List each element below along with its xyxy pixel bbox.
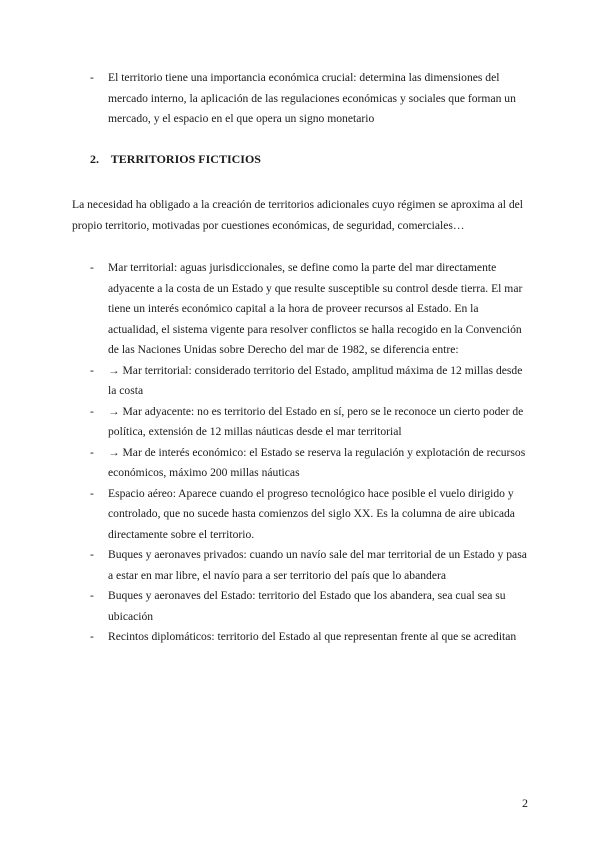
list-item <box>90 545 530 586</box>
bullet-text: El territorio tiene una importancia económica crucial: determina las dimensiones del mercado interno, la aplicación de las regulaciones económicas y sociales que forman un mercado, y el espacio en el que opera un signo monetario <box>108 71 516 125</box>
bullet-marker: - <box>90 363 94 377</box>
list-item <box>90 258 530 361</box>
section-title: TERRITORIOS FICTICIOS <box>110 152 261 166</box>
bullet-text: → Mar adyacente: no es territorio del Estado en sí, pero se le reconoce un cierto poder de política, extensión de 12 millas náuticas desde el mar territorial <box>108 404 524 438</box>
bullet-text: Mar territorial: aguas jurisdiccionales, se define como la parte del mar directamente adyacente a la costa de un Estado y que resulte susceptible su control desde tierra. El mar tiene un interés económico capital a la hora de proveer recursos al Estado. En la actualidad, el sistema vigente para resolver conflictos se halla recogido en la Convención de las Naciones Unidas sobre Derecho del mar de 1982, se diferencia entre: <box>108 261 523 356</box>
bullet-marker: - <box>90 630 94 643</box>
list-item <box>90 484 530 546</box>
bullet-text: Espacio aéreo: Aparece cuando el progreso tecnológico hace posible el vuelo dirigido y controlado, que no sucede hasta comienzos del siglo XX. Es la columna de aire ubicada directamente sobre el territorio. <box>108 486 515 541</box>
top-bullet-list <box>90 68 530 130</box>
bullet-text: Buques y aeronaves privados: cuando un navío sale del mar territorial de un Estado y pasa a estar en mar libre, el navío para a ser territorio del país que lo abandera <box>108 548 527 582</box>
intro-paragraph: La necesidad ha obligado a la creación de territorios adicionales cuyo régimen se aproxima al del propio territorio, motivadas por cuestiones económicas, de seguridad, comerciales… <box>72 198 524 232</box>
bullet-marker: - <box>90 445 94 459</box>
bullet-text: → Mar territorial: considerado territorio del Estado, amplitud máxima de 12 millas desde la costa <box>108 363 523 397</box>
bullet-text: Recintos diplomáticos: territorio del Estado al que representan frente al que se acreditan <box>108 630 517 643</box>
bullet-text: Buques y aeronaves del Estado: territorio del Estado que los abandera, sea cual sea su ubicación <box>108 589 506 623</box>
list-item <box>90 68 530 130</box>
bullet-list <box>90 258 530 648</box>
page-number: 2 <box>522 796 528 810</box>
section-heading <box>90 152 261 167</box>
bullet-marker: - <box>90 71 94 84</box>
bullet-marker: - <box>90 486 94 500</box>
list-item <box>90 402 530 443</box>
bullet-marker: - <box>90 261 94 274</box>
bullet-marker: - <box>90 589 94 602</box>
list-item <box>90 443 530 484</box>
bullet-marker: - <box>90 548 94 561</box>
bullet-text: → Mar de interés económico: el Estado se reserva la regulación y explotación de recursos económicos, máximo 200 millas náuticas <box>108 445 526 479</box>
bullet-marker: - <box>90 404 94 418</box>
list-item <box>90 627 530 648</box>
list-item <box>90 586 530 627</box>
list-item <box>90 361 530 402</box>
section-number: 2. <box>90 152 99 166</box>
